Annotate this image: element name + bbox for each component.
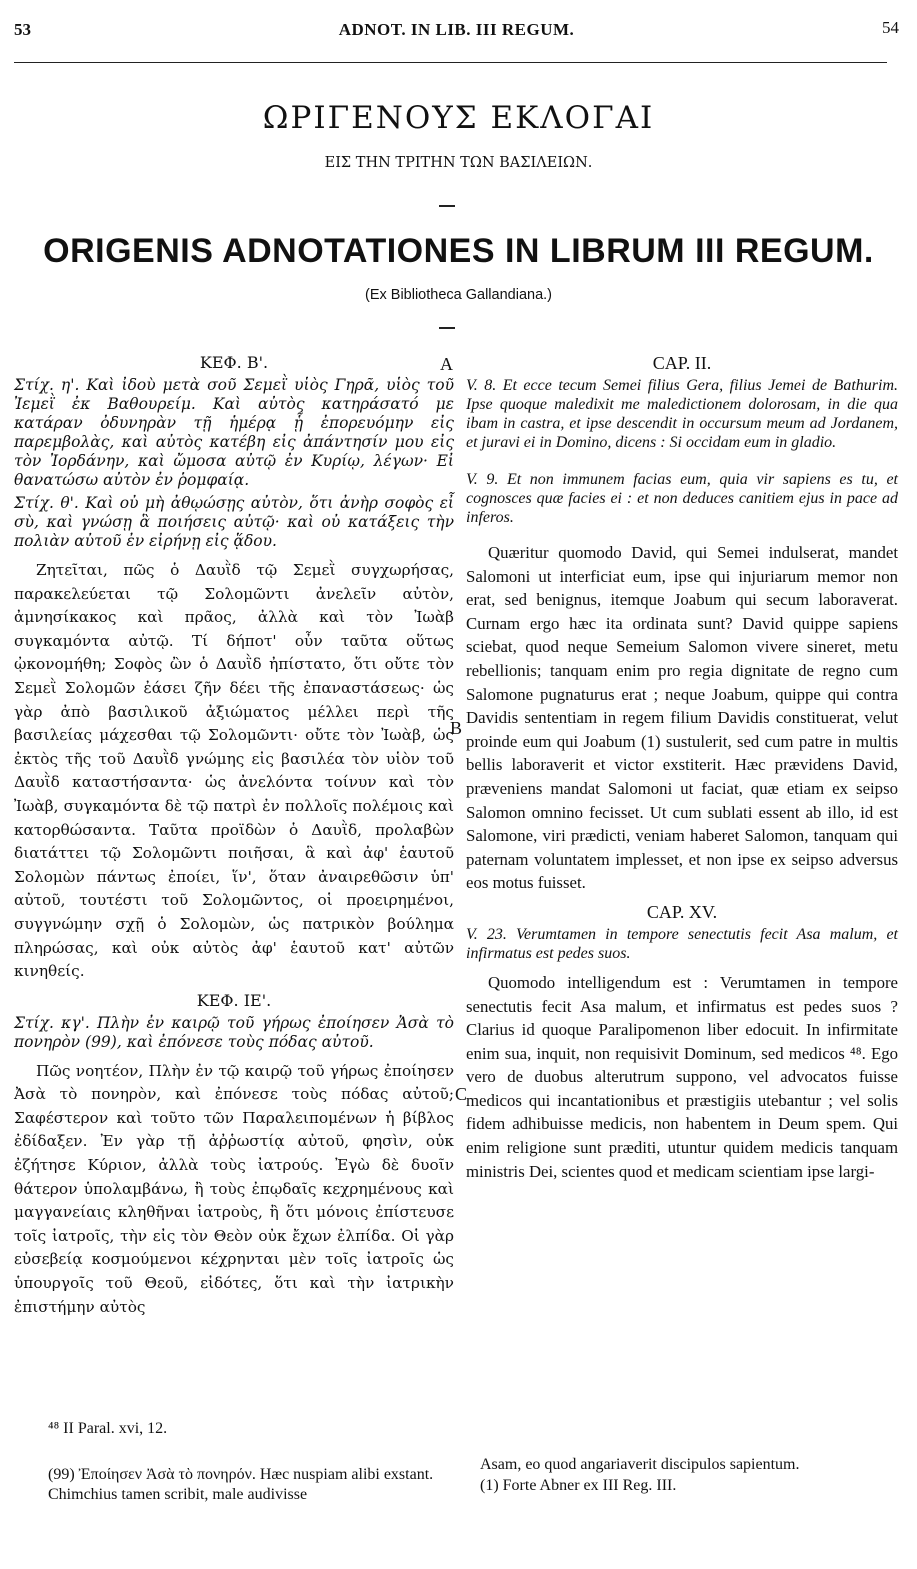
margin-letter-a: A [440, 354, 453, 374]
latin-verse-9: V. 9. Et non immunem facias eum, quia vir sapiens es tu, et cognosces quæ facies ei : et non deduces canitiem ejus in pace ad inferos. [466, 471, 898, 526]
footnote-48: ⁴⁸ II Paral. xvi, 12. [48, 1420, 168, 1437]
greek-column [14, 352, 454, 1319]
latin-column [466, 352, 898, 1183]
greek-chapter-heading-15: ΚΕΦ. ΙΕ'. [196, 990, 272, 1010]
greek-chapter-heading-2: ΚΕΦ. Β'. [199, 353, 269, 372]
running-title: ADNOT. IN LIB. III REGUM. [338, 20, 575, 39]
latin-title: ORIGENIS ADNOTATIONES IN LIBRUM III REGUM. [43, 232, 874, 270]
margin-letter-c: C [455, 1084, 468, 1104]
source-note: (Ex Bibliotheca Gallandiana.) [365, 287, 552, 303]
latin-chapter-heading-15: CAP. XV. [646, 901, 718, 922]
running-head [14, 18, 899, 42]
greek-subtitle: ΕΙΣ ΤΗΝ ΤΡΙΤΗΝ ΤΩΝ ΒΑΣΙΛΕΙΩΝ. [324, 155, 593, 171]
greek-commentary-1: Ζητεῖται, πῶς ὁ Δαυῒδ τῷ Σεμεῒ συγχωρήσας, παρακελεύεται τῷ Σολομῶντι ἀνελεῖν αὐτὸν, ἀμνησίκακος καὶ πρᾶος, ἀλλὰ καὶ τὸν Ἰωὰβ συγκαμόντα αὐτῷ. Τί δήποτ' οὖν ταῦτα οὕτως ᾠκονομήθη; Σοφὸς ὢν ὁ Δαυῒδ ἠπίστατο, ὅτι οὔτε τὸν Σεμεῒ Σολομῶν ἐάσει ζῆν δέει τῆς ἐπαναστάσεως· ὡς γὰρ ἀπὸ βασιλικοῦ ἀξιώματος μέλλει περὶ τῆς βασιλείας μάχεσθαι τῷ Σολομῶντι· οὔτε τὸν Ἰωὰβ, ὡς ἐκτὸς τῆς τοῦ Δαυῒδ γνώμης εἰς βασιλέα τὸν υἱὸν τοῦ Δαυῒδ καταστήσαντα· ὡς ἀνελόντα τοίνυν καὶ τὸν Ἰωὰβ, συγκαμόντα δὲ τῷ πατρὶ ἐν πολλοῖς πολέμοις καὶ κατορθώσαντα. Ταῦτα προϊδὼν ὁ Δαυῒδ, προλαβὼν διατάττει τῷ Σολομῶντι ποιῆσαι, ἃ καὶ ἀφ' ἑαυτοῦ Σολομὼν πάντως ἐποίει, ἵν', ὅταν ἀναιρεθῶσιν ὑπ' αὐτοῦ, τουτέστι τοῦ Σολομῶντος, οἱ προειρημένοι, συγγνώμην σχῇ ὁ Σολομὼν, ὡς πατρικὸν βούλημα πληρώσας, καὶ οὐκ αὐτὸς ἀφ' ἑαυτοῦ κατ' αὐτῶν κινηθείς. [14, 561, 454, 981]
greek-title: ΩΡΙΓΕΝΟΥΣ ΕΚΛΟΓΑΙ [262, 100, 655, 136]
header-rule [14, 62, 887, 63]
latin-verse-23: V. 23. Verumtamen in tempore senectutis fecit Asa malum, et infirmatus est pedes suos. [466, 925, 898, 962]
latin-verse-8: V. 8. Et ecce tecum Semei filius Gera, filius Jemei de Bathurim. Ipse quoque maledixit me maledictionem dolorosam, in die qua ibam in castra, et ipse descendit in occursum meum ad Jordanem, et juravi ei in Domino, dicens : Si occidam eum in gladio. [466, 377, 898, 451]
greek-verse-8: Στίχ. η'. Καὶ ἰδοὺ μετὰ σοῦ Σεμεῒ υἱὸς Γηρᾶ, υἱὸς τοῦ Ἰεμεῒ ἐκ Βαθουρείμ. Καὶ αὐτὸς κατηράσατό με κατάραν ὀδυνηρὰν τῇ ἡμέρᾳ ᾗ ἐπορευόμην εἰς παρεμβολὰς, καὶ αὐτὸς κατέβη εἰς ἀπάντησίν μου εἰς τὸν Ἰορδάνην, καὶ ὤμοσα αὐτῷ ἐν Κυρίῳ, λέγων· Εἰ θανατώσω αὐτὸν ἐν ῥομφαίᾳ. [14, 376, 454, 489]
margin-letter-b: B [450, 718, 463, 738]
title-dash-2 [439, 327, 455, 329]
footnote-1: (1) Forte Abner ex III Reg. III. [480, 1477, 677, 1494]
greek-commentary-2: Πῶς νοητέον, Πλὴν ἐν τῷ καιρῷ τοῦ γήρως ἐποίησεν Ἀσὰ τὸ πονηρὸν, καὶ ἐπόνεσε τοὺς πόδας αὐτοῦ; Σαφέστερον καὶ τοῦτο τῶν Παραλειπομένων ἡ βίβλος ἐδίδαξεν. Ἐν γὰρ τῇ ἀῤῥωστίᾳ αὐτοῦ, φησὶν, οὐκ ἐζήτησε Κύριον, ἀλλὰ τοὺς ἰατρούς. Ἐγὼ δὲ δυοῖν θάτερον ὑπολαμβάνω, ἢ τοὺς ἐπῳδαῖς κεχρημένους καὶ μαγγανείαις κληθῆναι ἰατροὺς, ἢ ὅτι μόνοις ἐπίστευσε τοῖς ἰατροῖς, τὴν εἰς τὸν Θεὸν οὐκ ἔχων ἐλπίδα. Οἱ γὰρ εὐσεβείᾳ κοσμούμενοι κέχρηνται μὲν τοῖς ἰατροῖς ὡς ὑπουργοῖς τοῦ Θεοῦ, εἰδότες, ὅτι καὶ τὴν ἰατρικὴν ἐπιστήμην αὐτὸς [14, 1061, 454, 1316]
title-dash [439, 205, 455, 207]
latin-chapter-heading-2: CAP. II. [652, 353, 712, 373]
page-number-right: 54 [882, 18, 899, 37]
latin-commentary-2: Quomodo intelligendum est : Verumtamen in tempore senectutis fecit Asa malum, et infirmatus est pedes suos ? Clarius id quoque Paralipomenon liber edocuit. In infirmitate enim sua, inquit, non requisivit Dominum, sed medicos ⁴⁸. Ego vero de duobus alterutrum suppono, vel advocatos fuisse medicos qui incantationibus et præstigiis utebantur ; vel solis fidem adhibuisse medicis, non habentem in Deum spem. Qui enim religione sunt præditi, utuntur quidem medicis tanquam ministris Dei, scientes quod et medicam scientiam ipse largi- [466, 972, 898, 1181]
greek-verse-9: Στίχ. θ'. Καὶ οὐ μὴ ἀθῳώσῃς αὐτὸν, ὅτι ἀνὴρ σοφὸς εἶ σὺ, καὶ γνώσῃ ἃ ποιήσεις αὐτῷ· καὶ οὐ κατάξεις τὴν πολιὰν αὐτοῦ ἐν εἰρήνῃ εἰς ᾅδου. [14, 494, 454, 550]
footnote-99: (99) Ἐποίησεν Ἀσὰ τὸ πονηρόν. Hæc nuspiam alibi exstant. Chimchius tamen scribit, male audivisse [48, 1466, 434, 1503]
latin-commentary-1: Quæritur quomodo David, qui Semei indulserat, mandet Salomoni ut interficiat eum, ipse qui injuriarum memor non erat, sed benignus, itemque Joabum qui secum laboraverat. Curnam ergo hæc ita ordinata sunt? David quippe sapiens sciebat, quod neque Semeium Salomon vivere sineret, metu rebellionis; tanquam enim pro regia dignitate de regno cum Salomone pugnaturus erat ; neque Joabum, quippe qui contra Davidis sententiam in regem filium Davidis constituerat, velut proinde eum qui Joabum (1) sustulerit, sed cum patre in multis bellis laboraverit et victor exstiterit. Hæc prævidens David, præveniens mandat Salomoni ut faciat, quæ etiam ex seipso Salomon omnino fecisset. Ut cum sublati essent ab illo, id est Salomone, viri prædicti, veniam haberet Salomon, tanquam qui paternam voluntatem implesset, et non ipse ex seipso adversus eos motus fuisset. [466, 543, 898, 893]
greek-verse-23: Στίχ. κγ'. Πλὴν ἐν καιρῷ τοῦ γήρως ἐποίησεν Ἀσὰ τὸ πονηρὸν (99), καὶ ἐπόνεσε τοὺς πόδας αὐτοῦ. [14, 1013, 454, 1051]
footnote-99-continued: Asam, eo quod angariaverit discipulos sapientum. [480, 1456, 800, 1473]
page-number-left: 53 [14, 20, 31, 39]
